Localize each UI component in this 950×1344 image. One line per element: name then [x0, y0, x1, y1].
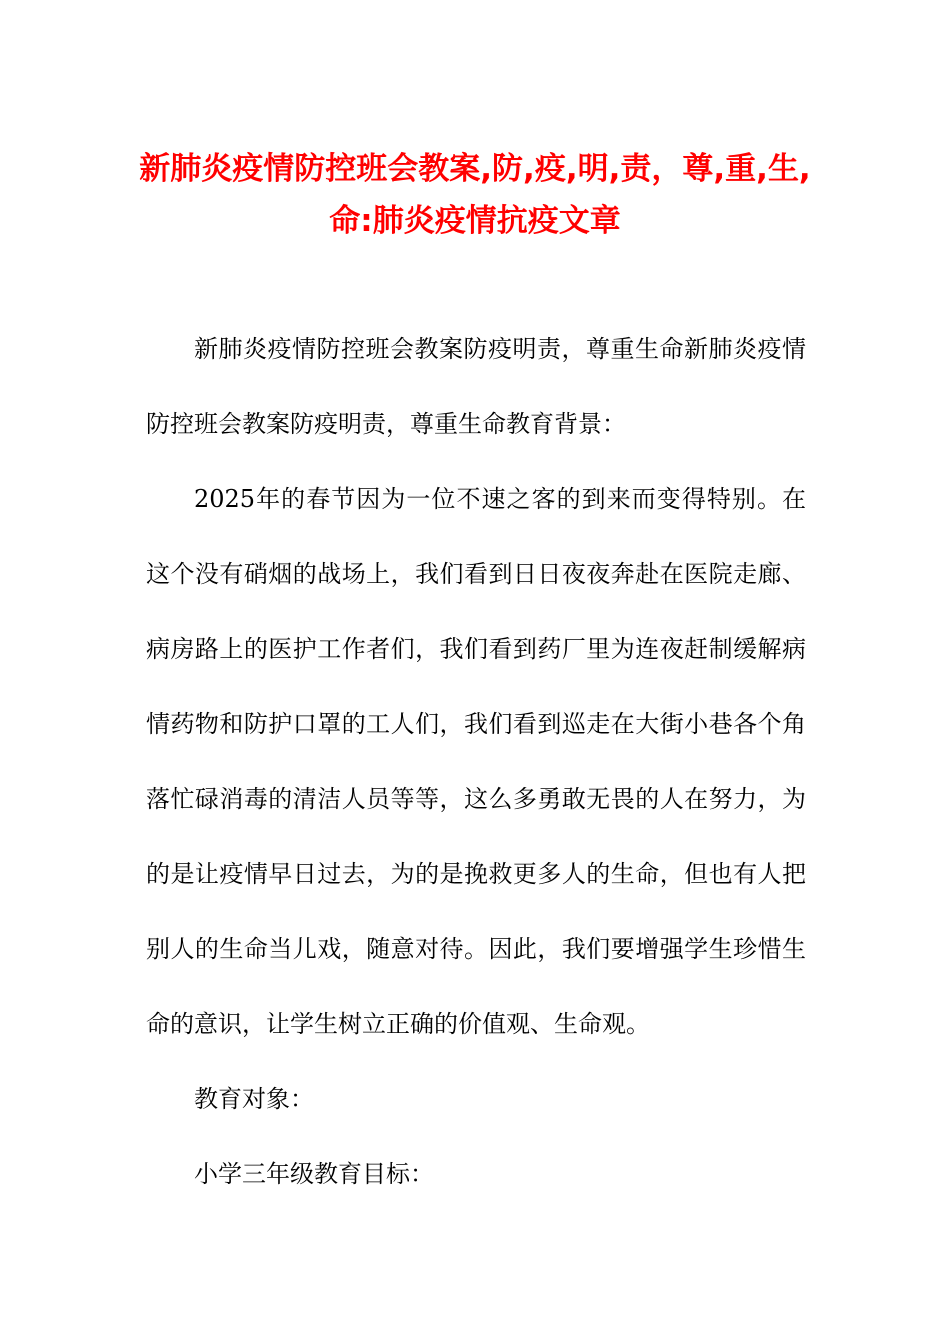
document-body: [146, 312, 806, 1212]
document-title: 新肺炎疫情防控班会教案,防,疫,明,责，尊,重,生,命:肺炎疫情抗疫文章: [139, 151, 811, 239]
paragraph-background: 新肺炎疫情防控班会教案防疫明责，尊重生命新肺炎疫情防控班会教案防疫明责，尊重生命教育背景：: [146, 335, 806, 438]
paragraph-spring-festival: 2025年的春节因为一位不速之客的到来而变得特别。在这个没有硝烟的战场上，我们看到日日夜夜奔赴在医院走廊、病房路上的医护工作者们，我们看到药厂里为连夜赶制缓解病情药物和防护口罩的工人们，我们看到巡走在大街小巷各个角落忙碌消毒的清洁人员等等，这么多勇敢无畏的人在努力，为的是让疫情早日过去，为的是挽救更多人的生命，但也有人把别人的生命当儿戏，随意对待。因此，我们要增强学生珍惜生命的意识，让学生树立正确的价值观、生命观。: [146, 485, 806, 1038]
paragraph-education-target: 教育对象：: [194, 1085, 314, 1113]
paragraph-education-goal: 小学三年级教育目标：: [194, 1160, 434, 1188]
